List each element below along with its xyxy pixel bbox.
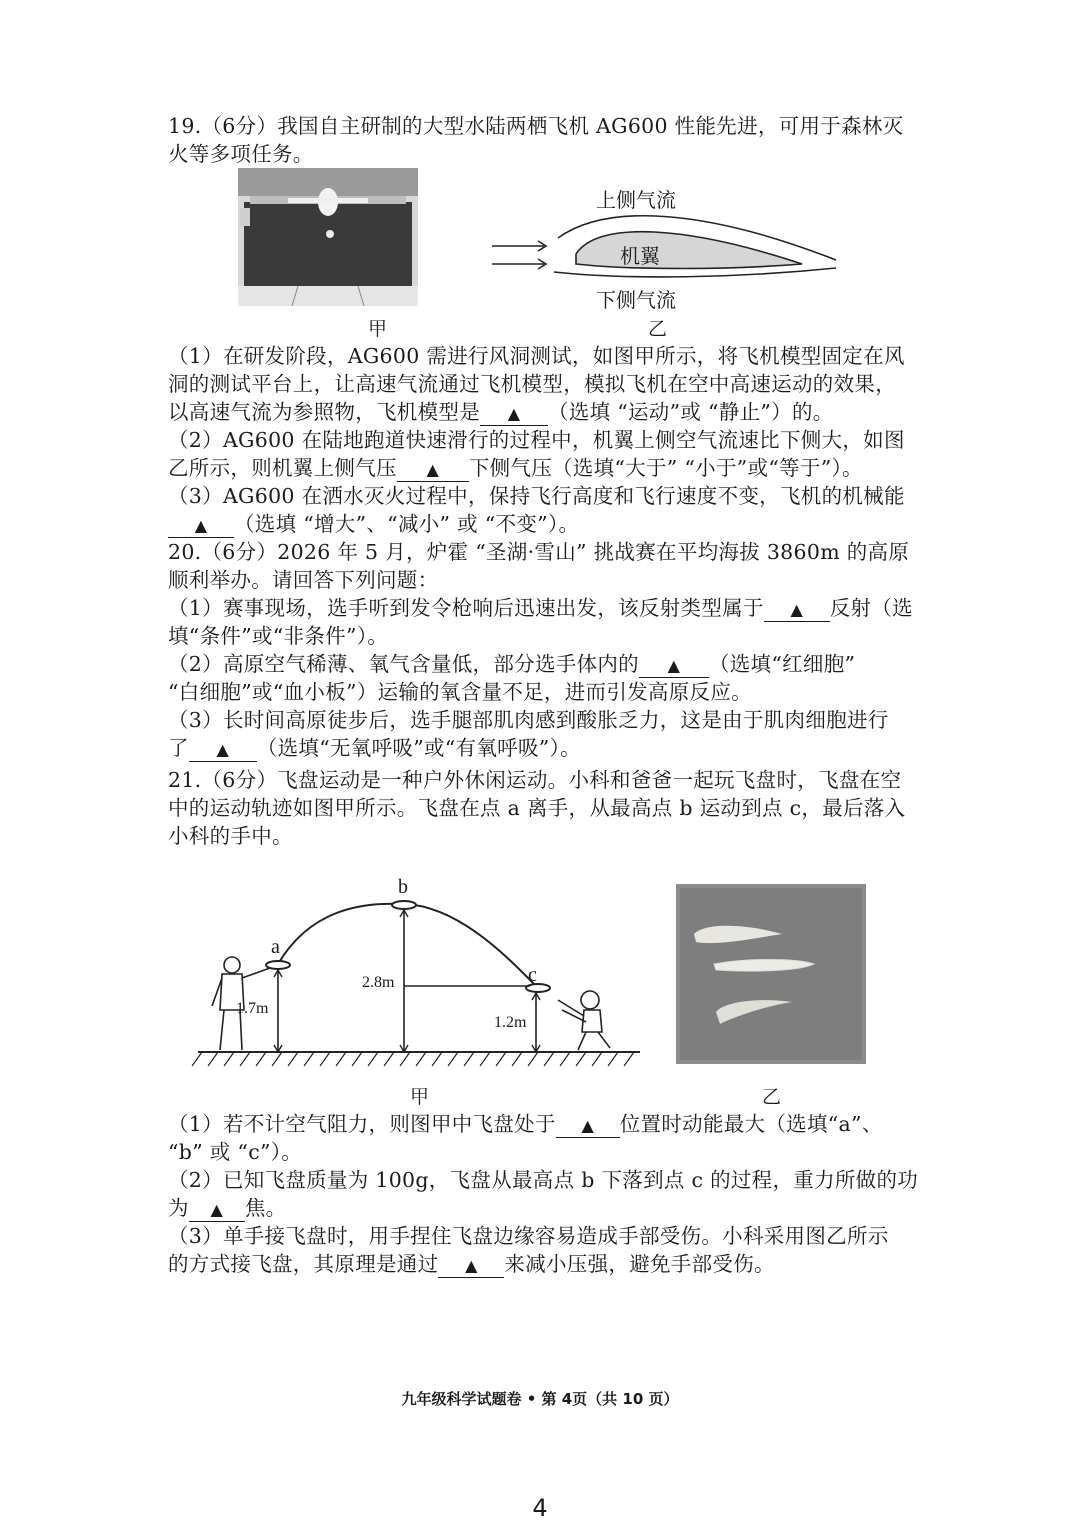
q21-p1-line-1: [168, 1110, 918, 1138]
q19-p3-line-1: （3）AG600 在洒水灭火过程中，保持飞行高度和飞行速度不变，飞机的机械能: [168, 484, 905, 508]
boy-figure: [558, 991, 610, 1050]
height-b-label: 2.8m: [362, 974, 395, 991]
q19-answer-blank-3[interactable]: ▲: [168, 515, 234, 538]
page-number: 4: [532, 1494, 548, 1522]
q21-answer-blank-3[interactable]: ▲: [438, 1255, 504, 1278]
q21-stem-line-1: 21.（6分）飞盘运动是一种户外休闲运动。小科和爸爸一起玩飞盘时，飞盘在空: [168, 768, 902, 792]
q19-p3-line-2: [168, 510, 918, 538]
q20-answer-blank-2[interactable]: ▲: [639, 655, 709, 678]
q21-p3-line-2: [168, 1250, 918, 1278]
q21-p2-text-b: 焦。: [244, 1196, 287, 1220]
q21-p1-line-2: “b” 或 “c”）。: [168, 1140, 303, 1164]
q20-answer-blank-1[interactable]: ▲: [764, 599, 830, 622]
q20-p3-text-b: （选填“无氧呼吸”或“有氧呼吸”）。: [256, 736, 581, 760]
q20-p1-text-a: （1）赛事现场，选手听到发令枪响后迅速出发，该反射类型属于: [168, 596, 764, 620]
wing-label: 机翼: [620, 244, 660, 268]
upper-airflow-label: 上侧气流: [596, 188, 676, 212]
page-footer: 九年级科学试题卷 • 第 4页（共 10 页）: [401, 1390, 679, 1408]
point-c-label: c: [528, 964, 537, 986]
q19-p1-line-3: [168, 398, 918, 426]
q20-p1-text-b: 反射（选: [829, 596, 913, 620]
q19-p2-line-2: [168, 454, 918, 482]
q21-p1-text-b: 位置时动能最大（选填“a”、: [619, 1112, 883, 1136]
q19-p1-text-b: （选填 “运动”或 “静止”）的。: [548, 400, 834, 424]
point-b-label: b: [398, 876, 408, 898]
q20-p2-line-1: [168, 650, 918, 678]
q19-p2-text-b: 下侧气压（选填“大于” “小于”或“等于”）。: [468, 456, 863, 480]
q20-p1-line-1: [168, 594, 918, 622]
q19-answer-blank-1[interactable]: ▲: [480, 403, 548, 426]
q21-stem-line-2: 中的运动轨迹如图甲所示。飞盘在点 a 离手，从最高点 b 运动到点 c，最后落入: [168, 796, 906, 820]
q20-p3-line-1: （3）长时间高原徒步后，选手腿部肌肉感到酸胀乏力，这是由于肌肉细胞进行: [168, 708, 889, 732]
q21-p3-line-1: （3）单手接飞盘时，用手捏住飞盘边缘容易造成手部受伤。小科采用图乙所示: [168, 1224, 889, 1248]
q19-p2-text-a: 乙所示，则机翼上侧气压: [168, 456, 397, 480]
q21-p2-line-2: [168, 1194, 918, 1222]
q21-stem-line-3: 小科的手中。: [168, 824, 293, 848]
q20-p3-text-a: 了: [168, 736, 189, 760]
q21-answer-blank-2[interactable]: ▲: [189, 1199, 245, 1222]
q19-answer-blank-2[interactable]: ▲: [397, 459, 469, 482]
q20-p2-line-2: “白细胞”或“血小板”）运输的氧含量不足，进而引发高原反应。: [168, 680, 752, 704]
q21-p3-text-a: 的方式接飞盘，其原理是通过: [168, 1252, 439, 1276]
q20-p2-text-b: （选填“红细胞”: [708, 652, 856, 676]
q19-p1-line-1: （1）在研发阶段，AG600 需进行风洞测试，如图甲所示，将飞机模型固定在风: [168, 344, 905, 368]
q21-p3-text-b: 来减小压强，避免手部受伤。: [504, 1252, 775, 1276]
lower-airflow-label: 下侧气流: [596, 288, 676, 312]
q20-answer-blank-3[interactable]: ▲: [189, 739, 257, 762]
height-a-label: 1.7m: [236, 1000, 269, 1017]
q21-fig-jia-caption: 甲: [410, 1086, 430, 1108]
q19-stem-line-1: 19.（6分）我国自主研制的大型水陆两栖飞机 AG600 性能先进，可用于森林灭: [168, 114, 904, 138]
wind-tunnel-photo: [238, 168, 418, 306]
height-c-label: 1.2m: [494, 1014, 527, 1031]
frisbee-catch-photo: [676, 884, 866, 1064]
q19-p2-line-1: （2）AG600 在陆地跑道快速滑行的过程中，机翼上侧空气流速比下侧大，如图: [168, 428, 905, 452]
frisbee-trajectory-diagram: [190, 870, 650, 1080]
point-a-label: a: [271, 936, 280, 958]
q19-fig-jia-caption: 甲: [368, 318, 388, 340]
q19-p3-text-b: （选填 “增大”、“减小” 或 “不变”）。: [234, 512, 580, 536]
q20-stem-line-2: 顺利举办。请回答下列问题：: [168, 568, 439, 592]
q20-p3-line-2: [168, 734, 918, 762]
q21-fig-yi-caption: 乙: [762, 1086, 782, 1108]
q21-p1-text-a: （1）若不计空气阻力，则图甲中飞盘处于: [168, 1112, 556, 1136]
q21-answer-blank-1[interactable]: ▲: [556, 1115, 620, 1138]
q19-stem-line-2: 火等多项任务。: [168, 142, 314, 166]
q19-p1-line-2: 洞的测试平台上，让高速气流通过飞机模型，模拟飞机在空中高速运动的效果，: [168, 372, 896, 396]
q21-p2-line-1: （2）已知飞盘质量为 100g，飞盘从最高点 b 下落到点 c 的过程，重力所做的功: [168, 1168, 919, 1192]
q19-fig-yi-caption: 乙: [648, 318, 668, 340]
q20-stem-line-1: 20.（6分）2026 年 5 月，炉霍 “圣湖·雪山” 挑战赛在平均海拔 3860m 的高原: [168, 540, 910, 564]
q21-p2-text-a: 为: [168, 1196, 189, 1220]
q20-p2-text-a: （2）高原空气稀薄、氧气含量低，部分选手体内的: [168, 652, 639, 676]
q20-p1-line-2: 填“条件”或“非条件”）。: [168, 624, 389, 648]
q19-p1-text-a: 以高速气流为参照物，飞机模型是: [168, 400, 480, 424]
